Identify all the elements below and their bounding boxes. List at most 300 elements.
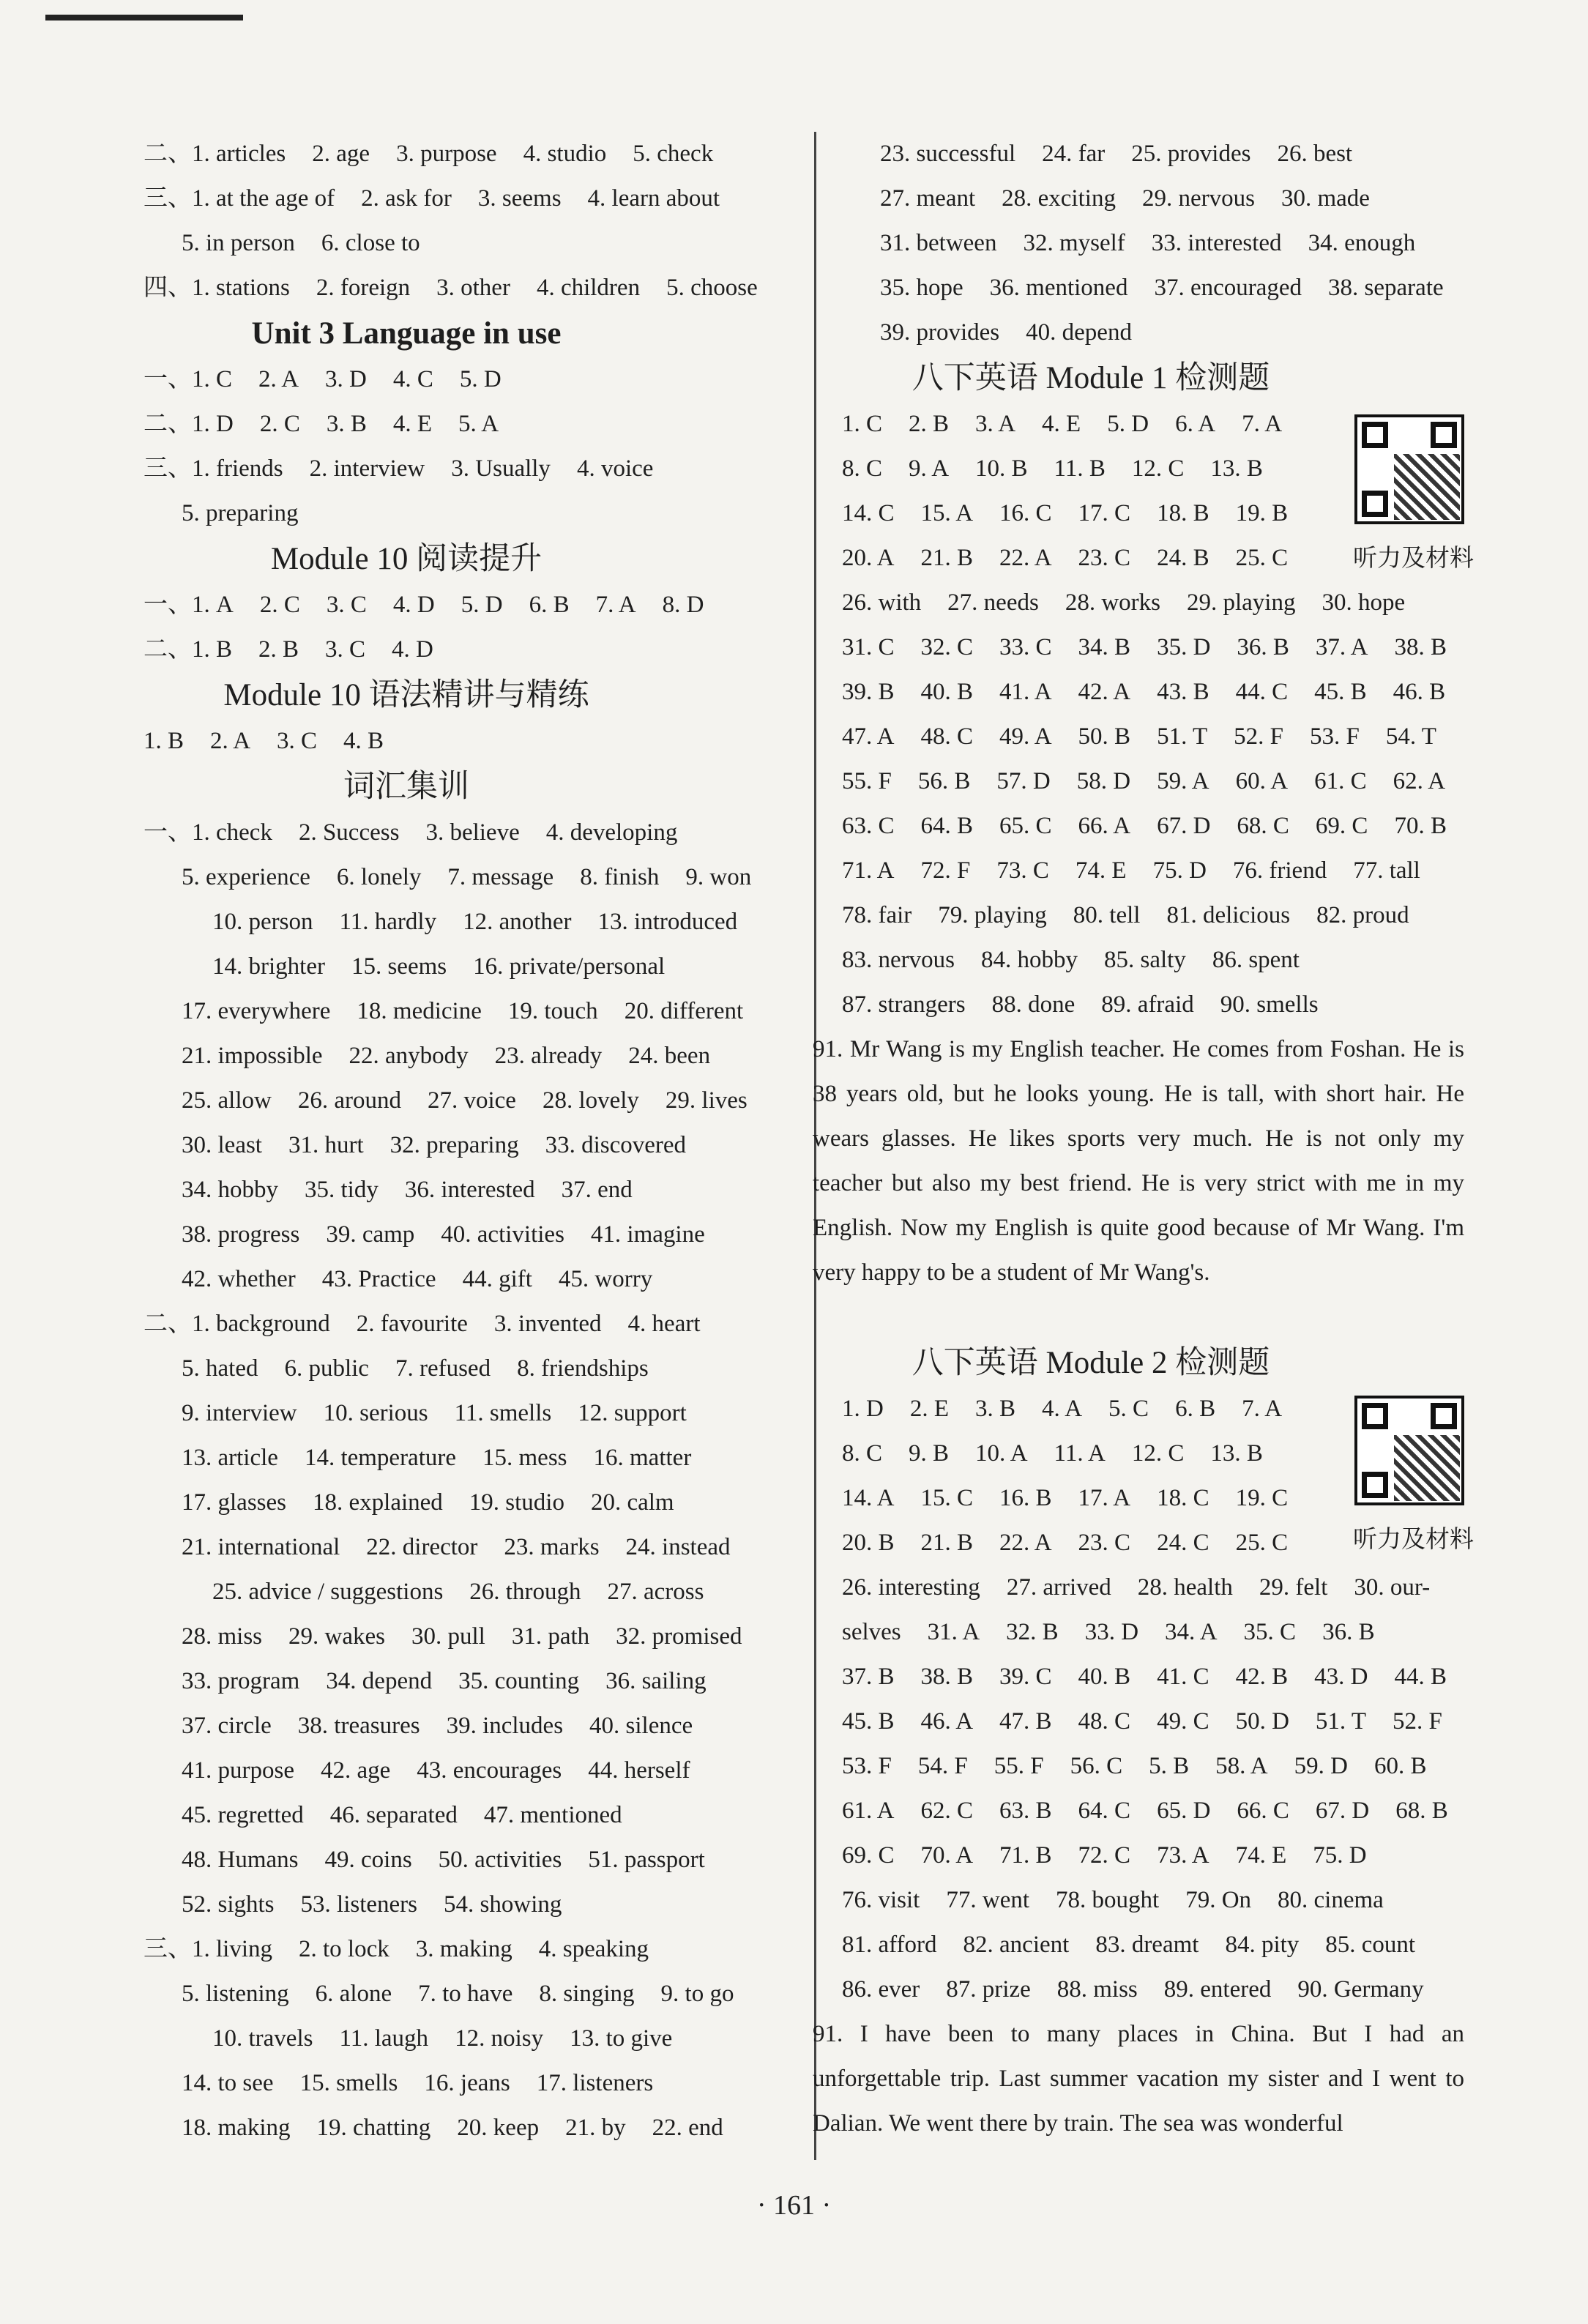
answer-item: 72. C xyxy=(1078,1842,1131,1869)
answer-item: 45. worry xyxy=(558,1266,653,1292)
answer-item: 30. hope xyxy=(1322,589,1406,616)
answer-item: 10. B xyxy=(975,455,1028,482)
answer-item: 2. A xyxy=(258,366,299,392)
answer-item: 67. D xyxy=(1157,813,1211,839)
answer-item: 14. brighter xyxy=(212,953,325,980)
answer-item: 27. meant xyxy=(880,185,976,212)
answer-item: 20. calm xyxy=(590,1489,674,1516)
answer-item: 6. A xyxy=(1175,411,1216,437)
answer-item: 23. successful xyxy=(880,141,1016,167)
answer-line xyxy=(143,719,802,764)
answer-item: 54. T xyxy=(1385,723,1436,750)
answer-item: 2. B xyxy=(909,411,950,437)
answer-item: 32. B xyxy=(1006,1619,1059,1645)
answer-line xyxy=(143,627,802,672)
answer-item: 78. bought xyxy=(1056,1887,1160,1913)
answer-item: 76. friend xyxy=(1232,857,1327,884)
answer-item: 80. cinema xyxy=(1278,1887,1384,1913)
answer-item: 77. tall xyxy=(1353,857,1420,884)
answer-item: 9. to go xyxy=(660,1981,734,2007)
answer-item: 13. to give xyxy=(570,2025,673,2052)
answer-item: 33. discovered xyxy=(545,1132,687,1158)
answer-line xyxy=(143,1481,802,1525)
answer-item: 23. C xyxy=(1078,1530,1131,1556)
answer-item: 5. D xyxy=(461,592,503,618)
answer-item: 20. B xyxy=(842,1530,895,1556)
answer-item: 5. C xyxy=(1108,1396,1149,1422)
answer-item: 29. playing xyxy=(1186,589,1296,616)
answer-item: 57. D xyxy=(996,768,1051,794)
answer-item: 52. F xyxy=(1234,723,1283,750)
answer-item: 66. A xyxy=(1078,813,1131,839)
answer-item: 31. between xyxy=(880,230,997,256)
answer-item: 4. D xyxy=(392,636,433,663)
answer-item: 44. B xyxy=(1394,1664,1447,1690)
answer-item: 69. C xyxy=(1315,813,1368,839)
answer-item: 82. ancient xyxy=(963,1932,1070,1958)
answer-item: 59. D xyxy=(1294,1753,1348,1779)
answer-item: 15. mess xyxy=(482,1445,567,1471)
answer-item: 35. hope xyxy=(880,275,963,301)
answer-item: 33. program xyxy=(182,1668,300,1694)
answer-item: 18. B xyxy=(1157,500,1209,526)
answer-item: 75. D xyxy=(1152,857,1207,884)
answer-line xyxy=(143,1213,802,1257)
page-number: · 161 · xyxy=(756,2190,832,2221)
answer-item: 11. A xyxy=(1054,1440,1106,1467)
answer-item: 39. includes xyxy=(446,1713,564,1739)
answer-item: 4. B xyxy=(343,728,384,754)
answer-item: 33. C xyxy=(999,634,1052,660)
answer-item: 5. D xyxy=(1107,411,1149,437)
answer-item: 37. A xyxy=(1315,634,1368,660)
answer-line xyxy=(143,1927,802,1972)
answer-item: 13. article xyxy=(182,1445,278,1471)
answer-item: 68. C xyxy=(1237,813,1289,839)
answer-item: 81. delicious xyxy=(1166,902,1291,928)
answer-item: 53. listeners xyxy=(300,1891,418,1918)
answer-item: 32. preparing xyxy=(389,1132,519,1158)
answer-item: 41. A xyxy=(999,679,1052,705)
answer-line xyxy=(143,583,802,627)
answer-item: 17. A xyxy=(1078,1485,1131,1511)
answer-item: 12. C xyxy=(1131,455,1185,482)
answer-item: 79. On xyxy=(1185,1887,1252,1913)
answer-line xyxy=(842,804,1501,849)
answer-item: 86. spent xyxy=(1212,947,1300,973)
answer-item: 18. making xyxy=(182,2115,291,2141)
answer-item: 42. A xyxy=(1078,679,1131,705)
answer-item: 71. B xyxy=(999,1842,1052,1869)
answer-item: 25. C xyxy=(1235,545,1289,571)
answer-line xyxy=(143,1882,802,1927)
answer-item: 58. A xyxy=(1215,1753,1268,1779)
section-heading: Module 10 阅读提升 xyxy=(270,542,543,576)
answer-item: 84. hobby xyxy=(980,947,1078,973)
answer-line xyxy=(842,938,1501,983)
answer-line xyxy=(143,2061,802,2106)
answer-item: 9. won xyxy=(685,864,752,890)
answer-item: 5. B xyxy=(1149,1753,1190,1779)
answer-item: 29. felt xyxy=(1259,1574,1328,1601)
answer-item: 83. dreamt xyxy=(1095,1932,1199,1958)
answer-item: 42. B xyxy=(1235,1664,1289,1690)
answer-item: 55. F xyxy=(994,1753,1044,1779)
answer-item: 一、1. check xyxy=(143,819,272,846)
left-column xyxy=(143,132,802,2150)
answer-item: 2. to lock xyxy=(299,1936,389,1962)
answer-item: 45. B xyxy=(842,1708,895,1735)
answer-item: 28. health xyxy=(1137,1574,1233,1601)
answer-item: 53. F xyxy=(1309,723,1360,750)
answer-line xyxy=(143,1838,802,1882)
answer-line xyxy=(842,1833,1501,1878)
answer-item: 73. A xyxy=(1157,1842,1209,1869)
answer-item: 48. C xyxy=(920,723,974,750)
answer-line xyxy=(143,2106,802,2150)
answer-item: 22. end xyxy=(652,2115,723,2141)
answer-item: 2. C xyxy=(259,592,300,618)
answer-item: 17. listeners xyxy=(536,2070,654,2096)
answer-item: 50. activities xyxy=(438,1847,562,1873)
answer-item: 49. C xyxy=(1157,1708,1209,1735)
answer-item: 10. travels xyxy=(212,2025,313,2052)
answer-item: 30. made xyxy=(1281,185,1370,212)
answer-item: 38. B xyxy=(1394,634,1447,660)
answer-item: 3. D xyxy=(325,366,367,392)
answer-item: 34. depend xyxy=(326,1668,433,1694)
answer-item: 34. A xyxy=(1165,1619,1218,1645)
answer-item: 85. salty xyxy=(1103,947,1186,973)
answer-item: 26. best xyxy=(1277,141,1353,167)
answer-item: 6. B xyxy=(529,592,570,618)
answer-item: 51. T xyxy=(1157,723,1208,750)
answer-item: 43. B xyxy=(1157,679,1209,705)
answer-item: 63. B xyxy=(999,1798,1052,1824)
answer-line xyxy=(143,1436,802,1481)
answer-item: 69. C xyxy=(842,1842,895,1869)
answer-item: 82. proud xyxy=(1316,902,1409,928)
answer-line xyxy=(842,1923,1501,1967)
answer-item: 45. regretted xyxy=(182,1802,304,1828)
answer-item: 8. friendships xyxy=(517,1355,649,1382)
answer-item: 30. pull xyxy=(411,1623,485,1650)
answer-item: 5. experience xyxy=(182,864,310,890)
answer-item: 80. tell xyxy=(1073,902,1141,928)
answer-item: 24. been xyxy=(628,1043,711,1069)
answer-item: 86. ever xyxy=(842,1976,920,2003)
answer-item: 56. C xyxy=(1070,1753,1123,1779)
answer-item: 88. done xyxy=(991,991,1076,1018)
answer-item: 18. explained xyxy=(313,1489,443,1516)
answer-item: 29. nervous xyxy=(1141,185,1255,212)
answer-item: 36. B xyxy=(1322,1619,1375,1645)
answer-item: 60. B xyxy=(1373,1753,1427,1779)
answer-item: 5. hated xyxy=(182,1355,258,1382)
answer-item: 20. different xyxy=(624,998,744,1024)
answer-item: 34. B xyxy=(1078,634,1131,660)
answer-line xyxy=(143,266,802,310)
answer-item: 9. interview xyxy=(182,1400,297,1426)
answer-item: 50. D xyxy=(1235,1708,1289,1735)
answer-item: 20. A xyxy=(842,545,895,571)
answer-item: 27. arrived xyxy=(1006,1574,1111,1601)
answer-item: 18. C xyxy=(1157,1485,1209,1511)
answer-item: 39. B xyxy=(842,679,895,705)
answer-item: 二、1. background xyxy=(143,1311,330,1337)
answer-line xyxy=(842,581,1501,625)
answer-item: 1. B xyxy=(143,728,184,754)
answer-item: 64. C xyxy=(1078,1798,1131,1824)
answer-item: 62. C xyxy=(920,1798,974,1824)
answer-item: 7. message xyxy=(447,864,554,890)
answer-item: 36. B xyxy=(1237,634,1289,660)
answer-item: 9. A xyxy=(909,455,950,482)
answer-item: 12. support xyxy=(578,1400,687,1426)
answer-line xyxy=(143,1793,802,1838)
answer-item: 16. jeans xyxy=(424,2070,510,2096)
answer-item: 6. lonely xyxy=(336,864,422,890)
answer-item: 5. choose xyxy=(666,275,758,301)
answer-item: 8. singing xyxy=(539,1981,635,2007)
answer-item: 4. studio xyxy=(523,141,607,167)
answer-item: 四、1. stations xyxy=(143,275,290,301)
answer-line xyxy=(143,1034,802,1079)
answer-line xyxy=(143,1123,802,1168)
answer-line xyxy=(842,715,1501,759)
answer-item: selves xyxy=(842,1619,901,1645)
answer-line xyxy=(143,1659,802,1704)
answer-item: 7. A xyxy=(1242,411,1283,437)
answer-item: 5. D xyxy=(459,366,502,392)
answer-item: 35. tidy xyxy=(305,1177,379,1203)
answer-item: 28. miss xyxy=(182,1623,263,1650)
answer-item: 79. playing xyxy=(938,902,1047,928)
answer-item: 22. director xyxy=(366,1534,478,1560)
answer-item: 40. activities xyxy=(441,1221,564,1248)
answer-line xyxy=(143,1257,802,1302)
answer-item: 50. B xyxy=(1078,723,1131,750)
answer-item: 8. D xyxy=(662,592,704,618)
qr-caption-module1: 听力及材料 xyxy=(1353,543,1474,572)
answer-item: 6. alone xyxy=(315,1981,392,2007)
section-heading: 八下英语 Module 1 检测题 xyxy=(912,361,1270,395)
answer-line xyxy=(842,893,1501,938)
answer-item: 61. A xyxy=(842,1798,895,1824)
section-heading: 词汇集训 xyxy=(343,770,469,804)
answer-item: 31. A xyxy=(927,1619,980,1645)
answer-item: 65. D xyxy=(1157,1798,1211,1824)
answer-item: 89. entered xyxy=(1163,1976,1272,2003)
answer-item: 3. other xyxy=(436,275,510,301)
answer-item: 51. passport xyxy=(588,1847,705,1873)
answer-item: 13. introduced xyxy=(597,909,738,935)
answer-item: 32. C xyxy=(920,634,974,660)
answer-item: 55. F xyxy=(842,768,892,794)
answer-item: 47. B xyxy=(999,1708,1052,1735)
qr-code-module1[interactable] xyxy=(1354,414,1464,524)
answer-item: 6. public xyxy=(284,1355,369,1382)
answer-item: 21. by xyxy=(565,2115,626,2141)
answer-item: 30. our- xyxy=(1354,1574,1431,1601)
answer-item: 46. A xyxy=(920,1708,974,1735)
answer-item: 4. speaking xyxy=(538,1936,649,1962)
answer-item: 14. A xyxy=(842,1485,895,1511)
answer-item: 22. anybody xyxy=(348,1043,469,1069)
answer-item: 4. heart xyxy=(627,1311,701,1337)
answer-item: 89. afraid xyxy=(1101,991,1194,1018)
answer-item: 4. voice xyxy=(576,455,654,482)
answer-item: 35. D xyxy=(1157,634,1211,660)
answer-item: 48. Humans xyxy=(182,1847,299,1873)
answer-item: 23. C xyxy=(1078,545,1131,571)
answer-item: 44. C xyxy=(1235,679,1289,705)
answer-item: 26. interesting xyxy=(842,1574,980,1601)
answer-item: 35. counting xyxy=(458,1668,580,1694)
answer-item: 39. camp xyxy=(326,1221,415,1248)
answer-item: 二、1. articles xyxy=(143,141,286,167)
answer-line xyxy=(842,1610,1501,1655)
answer-item: 24. C xyxy=(1157,1530,1209,1556)
answer-line xyxy=(143,1347,802,1391)
writing-answer: 91. I have been to many places in China. But I had an unforgettable trip. Last summer vacation my sister and I went to Dalian. We went there by train. The sea was wonderful xyxy=(813,2021,1464,2137)
answer-item: 53. F xyxy=(842,1753,892,1779)
answer-line xyxy=(842,1699,1501,1744)
answer-item: 4. E xyxy=(392,411,433,437)
answer-item: 21. international xyxy=(182,1534,340,1560)
answer-item: 72. F xyxy=(920,857,971,884)
answer-item: 2. Success xyxy=(298,819,400,846)
answer-item: 41. C xyxy=(1157,1664,1209,1690)
answer-item: 2. interview xyxy=(309,455,425,482)
answer-line xyxy=(143,811,802,855)
answer-item: 75. D xyxy=(1313,1842,1367,1869)
answer-item: 8. C xyxy=(842,455,883,482)
answer-line xyxy=(143,1168,802,1213)
answer-item: 7. A xyxy=(595,592,636,618)
answer-line xyxy=(143,989,802,1034)
answer-item: 64. B xyxy=(920,813,974,839)
answer-line xyxy=(143,945,802,989)
answer-item: 84. pity xyxy=(1225,1932,1300,1958)
answer-item: 37. end xyxy=(561,1177,633,1203)
answer-line xyxy=(842,1655,1501,1699)
answer-item: 33. interested xyxy=(1151,230,1282,256)
answer-item: 13. B xyxy=(1210,455,1263,482)
answer-item: 14. C xyxy=(842,500,895,526)
answer-item: 36. interested xyxy=(404,1177,535,1203)
answer-item: 19. B xyxy=(1235,500,1289,526)
answer-item: 25. C xyxy=(1235,1530,1289,1556)
answer-item: 46. B xyxy=(1393,679,1446,705)
answer-item: 19. touch xyxy=(507,998,598,1024)
answer-item: 39. C xyxy=(999,1664,1052,1690)
answer-item: 65. C xyxy=(999,813,1052,839)
answer-item: 24. instead xyxy=(625,1534,731,1560)
answer-item: 88. miss xyxy=(1056,1976,1138,2003)
answer-item: 12. noisy xyxy=(455,2025,544,2052)
answer-item: 90. Germany xyxy=(1297,1976,1424,2003)
answer-item: 15. seems xyxy=(351,953,447,980)
answer-item: 3. purpose xyxy=(396,141,497,167)
answer-item: 31. C xyxy=(842,634,895,660)
answer-item: 13. B xyxy=(1210,1440,1263,1467)
answer-line xyxy=(143,1079,802,1123)
answer-item: 81. afford xyxy=(842,1932,937,1958)
answer-item: 4. A xyxy=(1042,1396,1083,1422)
answer-item: 2. C xyxy=(259,411,300,437)
answer-item: 31. path xyxy=(511,1623,590,1650)
answer-item: 7. A xyxy=(1242,1396,1283,1422)
answer-item: 4. children xyxy=(536,275,641,301)
answer-item: 49. coins xyxy=(324,1847,412,1873)
answer-item: 62. A xyxy=(1393,768,1446,794)
answer-item: 34. hobby xyxy=(182,1177,278,1203)
answer-item: 37. circle xyxy=(182,1713,272,1739)
answer-item: 25. allow xyxy=(182,1087,272,1114)
answer-item: 7. refused xyxy=(395,1355,491,1382)
answer-item: 59. A xyxy=(1157,768,1209,794)
answer-item: 23. marks xyxy=(504,1534,600,1560)
answer-item: 17. C xyxy=(1078,500,1131,526)
answer-item: 77. went xyxy=(946,1887,1030,1913)
answer-line xyxy=(143,132,802,176)
answer-item: 7. to have xyxy=(418,1981,513,2007)
answer-item: 3. C xyxy=(326,592,367,618)
answer-line xyxy=(143,491,802,536)
answer-item: 85. count xyxy=(1325,1932,1416,1958)
answer-item: 22. A xyxy=(999,545,1052,571)
answer-line xyxy=(143,855,802,900)
answer-item: 3. believe xyxy=(425,819,520,846)
answer-item: 一、1. C xyxy=(143,366,233,392)
answer-line xyxy=(842,132,1501,176)
answer-item: 2. B xyxy=(258,636,299,663)
answer-item: 27. needs xyxy=(947,589,1039,616)
answer-item: 40. silence xyxy=(589,1713,693,1739)
answer-item: 43. D xyxy=(1314,1664,1368,1690)
answer-line xyxy=(143,1704,802,1748)
answer-item: 36. mentioned xyxy=(989,275,1128,301)
answer-item: 38. B xyxy=(920,1664,974,1690)
qr-code-module2[interactable] xyxy=(1354,1396,1464,1505)
answer-item: 49. A xyxy=(999,723,1052,750)
answer-item: 28. lovely xyxy=(542,1087,639,1114)
answer-line xyxy=(842,625,1501,670)
answer-item: 4. C xyxy=(392,366,433,392)
answer-item: 11. smells xyxy=(454,1400,552,1426)
answer-item: 70. B xyxy=(1394,813,1447,839)
answer-item: 29. wakes xyxy=(288,1623,385,1650)
answer-item: 二、1. B xyxy=(143,636,233,663)
answer-item: 54. showing xyxy=(444,1891,562,1918)
answer-item: 83. nervous xyxy=(842,947,955,973)
answer-item: 4. learn about xyxy=(587,185,720,212)
answer-line xyxy=(143,900,802,945)
answer-item: 42. age xyxy=(320,1757,391,1784)
answer-item: 43. encourages xyxy=(417,1757,562,1784)
answer-item: 87. prize xyxy=(946,1976,1031,2003)
answer-item: 2. favourite xyxy=(356,1311,468,1337)
answer-item: 47. mentioned xyxy=(483,1802,622,1828)
answer-item: 27. across xyxy=(607,1579,704,1605)
answer-item: 24. far xyxy=(1042,141,1106,167)
answer-item: 6. close to xyxy=(321,230,420,256)
answer-item: 73. C xyxy=(996,857,1049,884)
answer-line xyxy=(842,1967,1501,2012)
answer-item: 一、1. A xyxy=(143,592,234,618)
answer-item: 43. Practice xyxy=(321,1266,436,1292)
